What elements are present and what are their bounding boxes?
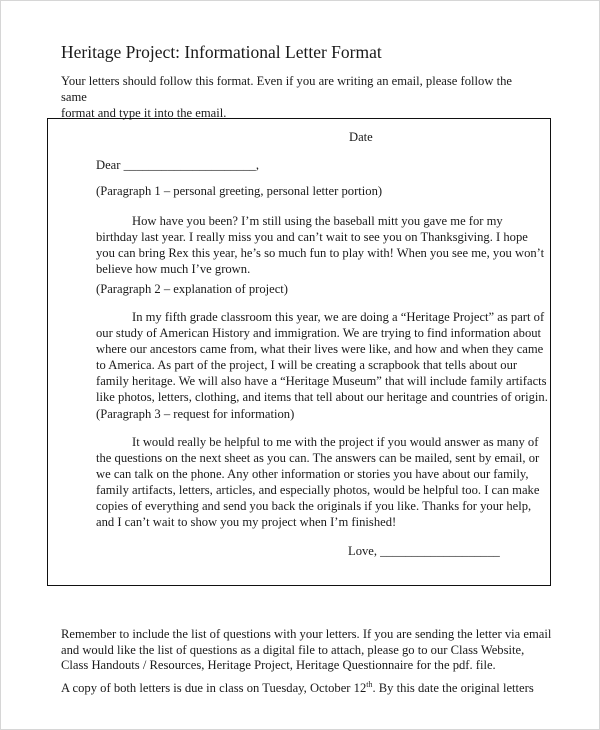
salutation: Dear _____________________,	[96, 158, 259, 172]
letter-template-box	[47, 118, 551, 586]
paragraph-line: the questions on the next sheet as you can. The answers can be mailed, sent by email, or	[96, 451, 540, 466]
paragraph-3-body	[96, 434, 556, 531]
intro-line: format and type it into the email.	[61, 106, 227, 120]
reminder-line: and would like the list of questions as a digital file to attach, please go to our Class Website,	[61, 642, 525, 657]
paragraph-2-label: (Paragraph 2 – explanation of project)	[96, 282, 288, 296]
intro-line: Your letters should follow this format. Even if you are writing an email, please follow the same	[61, 74, 512, 104]
intro-text	[61, 73, 531, 121]
page-title: Heritage Project: Informational Letter Format	[61, 42, 382, 62]
reminder-text	[61, 627, 551, 674]
paragraph-1-body	[96, 213, 556, 277]
paragraph-1-label: (Paragraph 1 – personal greeting, personal letter portion)	[96, 184, 383, 198]
due-suffix: . By this date the original letters	[372, 681, 534, 695]
paragraph-line: family artifacts, letters, articles, and especially photos, would be helpful too. I can make	[96, 483, 540, 498]
paragraph-line: you can bring Rex this year, he’s so much fun to play with! When you see me, you won’t	[96, 246, 545, 261]
paragraph-line: copies of everything and send you back the originals if you like. Thanks for your help,	[96, 499, 532, 514]
paragraph-line: our study of American History and immigration. We are trying to find information about	[96, 326, 542, 341]
paragraph-line: It would really be helpful to me with the project if you would answer as many of	[132, 435, 539, 449]
paragraph-line: family heritage. We will also have a “Heritage Museum” that will include family artifacts	[96, 374, 547, 389]
paragraph-line: like photos, letters, clothing, and items that tell about our heritage and countries of origin.	[96, 390, 548, 405]
reminder-line: Remember to include the list of questions with your letters. If you are sending the letter via email	[61, 627, 552, 641]
paragraph-line: to America. As part of the project, I will be creating a scrapbook that tells about our	[96, 358, 518, 373]
paragraph-line: How have you been? I’m still using the baseball mitt you gave me for my	[132, 214, 503, 228]
due-prefix: A copy of both letters is due in class on Tuesday, October 12	[61, 681, 367, 695]
paragraph-2-body	[96, 309, 556, 406]
paragraph-line: we can talk on the phone. Any other information or stories you have about our family,	[96, 467, 529, 482]
paragraph-line: birthday last year. I really miss you and can’t wait to see you on Thanksgiving. I hope	[96, 230, 528, 245]
closing-signature: Love, ___________________	[348, 544, 500, 558]
paragraph-line: In my fifth grade classroom this year, we are doing a “Heritage Project” as part of	[132, 310, 545, 324]
reminder-line: Class Handouts / Resources, Heritage Project, Heritage Questionnaire for the pdf. file.	[61, 658, 496, 672]
paragraph-line: where our ancestors came from, what their lives were like, and how and when they came	[96, 342, 544, 357]
due-date-text	[61, 681, 551, 697]
paragraph-line: believe how much I’ve grown.	[96, 262, 251, 277]
ordinal-suffix: th	[366, 680, 373, 689]
paragraph-3-label: (Paragraph 3 – request for information)	[96, 407, 295, 421]
date-label: Date	[349, 130, 373, 144]
paragraph-line: and I can’t wait to show you my project when I’m finished!	[96, 515, 397, 530]
